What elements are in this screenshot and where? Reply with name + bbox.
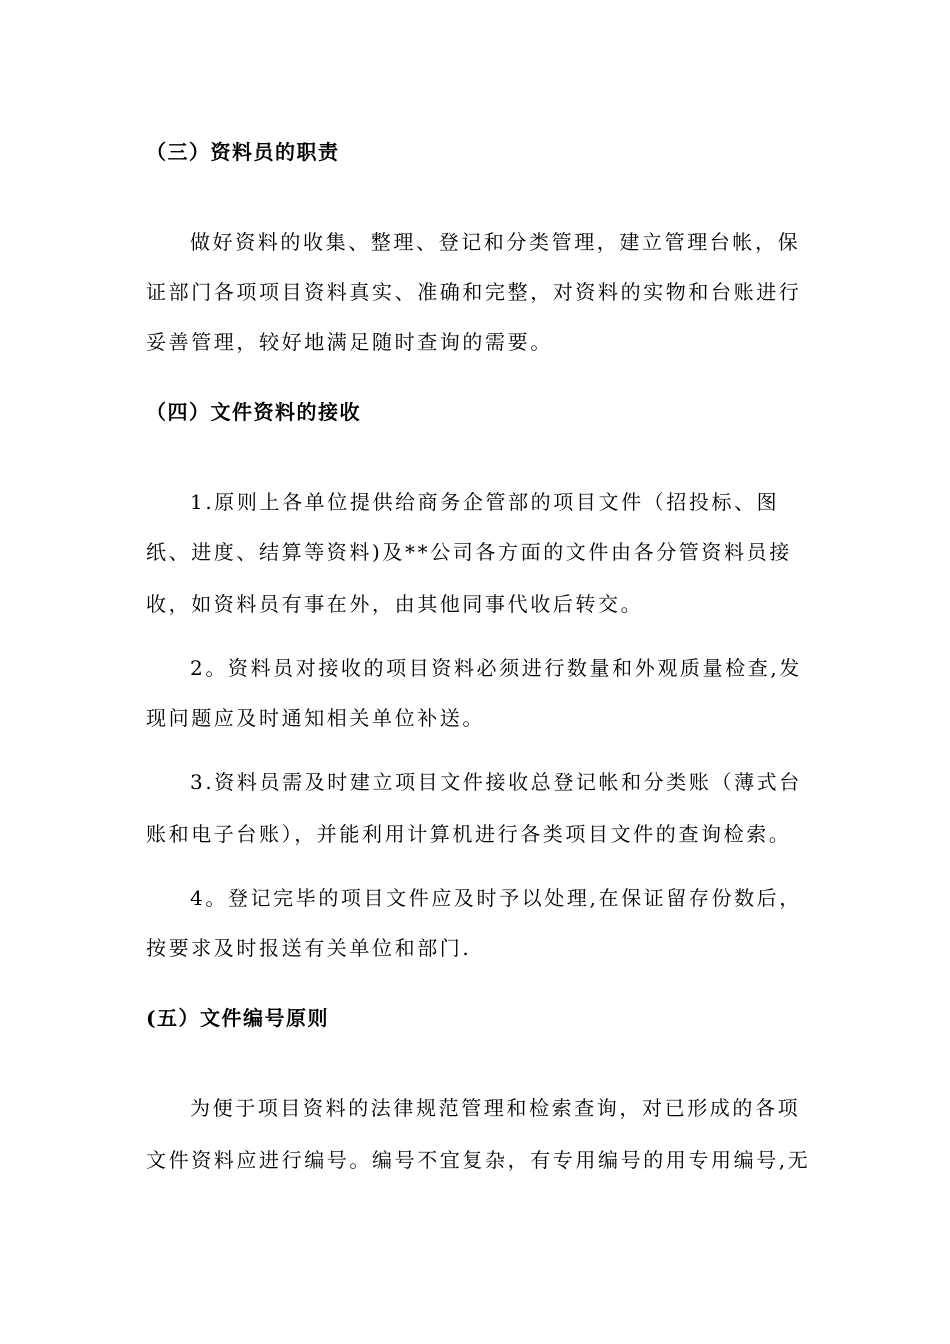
paragraph-line: 妥善管理，较好地满足随时查询的需要。	[146, 330, 553, 354]
paragraph-line: 4。登记完毕的项目文件应及时予以处理,在保证留存份数后，	[190, 886, 802, 910]
paragraph-line: 文件资料应进行编号。编号不宜复杂，有专用编号的用专用编号,无	[146, 1148, 811, 1172]
paragraph-line: 收，如资料员有事在外，由其他同事代收后转交。	[146, 592, 644, 616]
paragraph-line: 3.资料员需及时建立项目文件接收总登记帐和分类账（薄式台	[190, 770, 802, 794]
paragraph-line: 做好资料的收集、整理、登记和分类管理，建立管理台帐，保	[190, 230, 801, 254]
section-heading-4: （四）文件资料的接收	[146, 400, 361, 424]
section-heading-5: (五）文件编号原则	[146, 1006, 329, 1030]
paragraph-line: 证部门各项项目资料真实、准确和完整，对资料的实物和台账进行	[146, 280, 802, 304]
paragraph-line: 账和电子台账），并能利用计算机进行各类项目文件的查询检索。	[146, 822, 792, 846]
paragraph-line: 2。资料员对接收的项目资料必须进行数量和外观质量检查,发	[190, 656, 802, 680]
section-heading-3: （三）资料员的职责	[146, 140, 340, 164]
paragraph-line: 1.原则上各单位提供给商务企管部的项目文件（招投标、图	[190, 490, 780, 514]
paragraph-line: 按要求及时报送有关单位和部门.	[146, 936, 472, 960]
paragraph-line: 纸、进度、结算等资料)及**公司各方面的文件由各分管资料员接	[146, 540, 792, 564]
paragraph-line: 现问题应及时通知相关单位补送。	[146, 706, 485, 730]
paragraph-line: 为便于项目资料的法律规范管理和检索查询，对已形成的各项	[190, 1096, 801, 1120]
